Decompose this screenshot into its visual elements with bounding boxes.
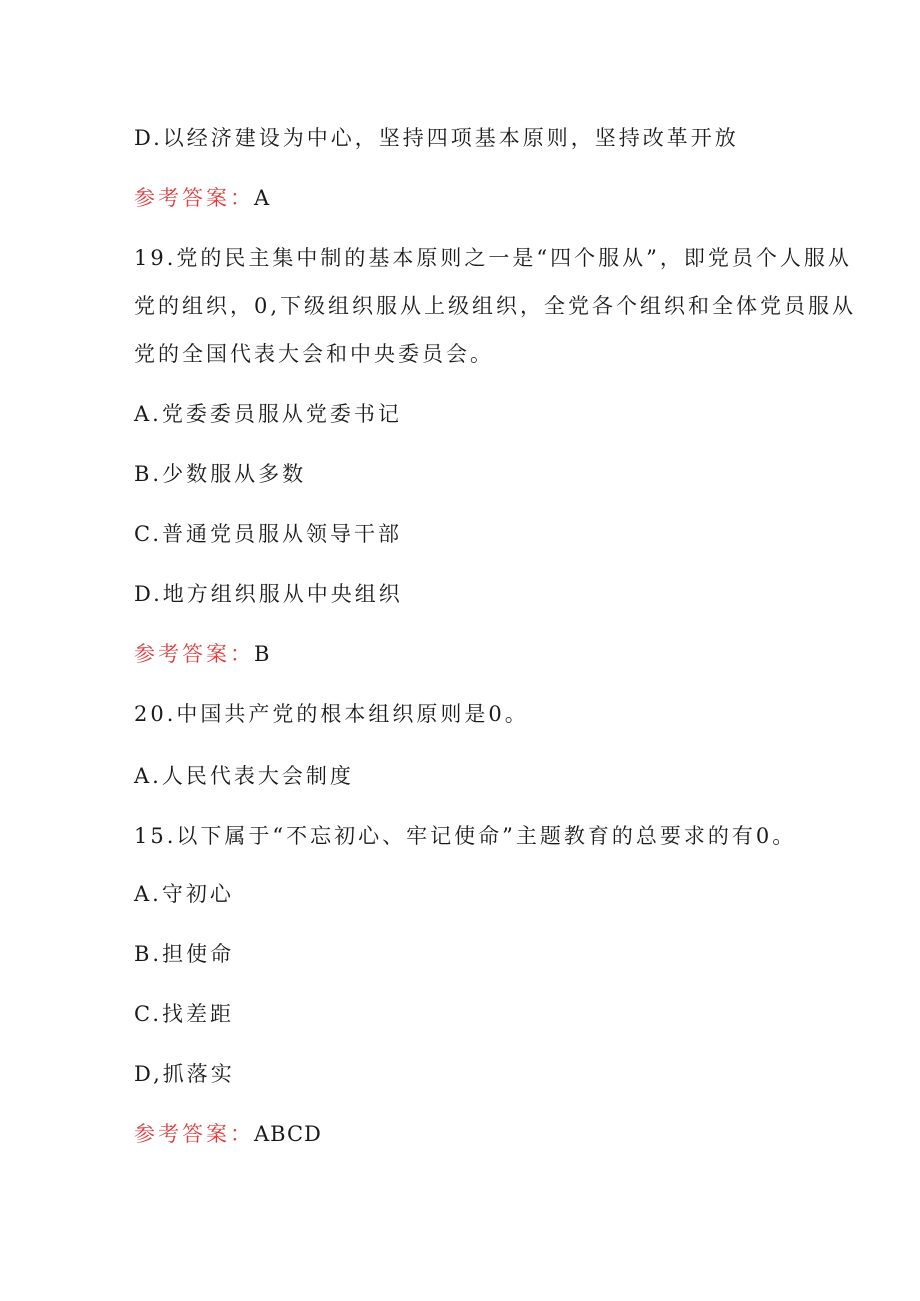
q19-option-d: D.地方组织服从中央组织 — [134, 582, 403, 606]
q19-stem-line-3: 党的全国代表大会和中央委员会。 — [134, 342, 494, 366]
answer-value: ABCD — [254, 1122, 322, 1146]
q19-option-b: B.少数服从多数 — [134, 462, 307, 486]
q20-option-a: A.人民代表大会制度 — [134, 764, 354, 788]
q18-answer — [134, 184, 270, 212]
q15-option-c: C.找差距 — [134, 1002, 234, 1026]
answer-value: B — [254, 642, 271, 666]
q20-stem: 20.中国共产党的根本组织原则是0。 — [134, 702, 529, 726]
q15-option-d: D,抓落实 — [134, 1062, 235, 1086]
answer-label: 参考答案： — [134, 642, 254, 666]
q19-stem-line-2: 党的组织，0,下级组织服从上级组织，全党各个组织和全体党员服从 — [134, 294, 857, 318]
q15-option-b: B.担使命 — [134, 942, 235, 966]
q19-option-c: C.普通党员服从领导干部 — [134, 522, 402, 546]
q19-stem-line-1: 19.党的民主集中制的基本原则之一是“四个服从”，即党员个人服从 — [134, 246, 852, 270]
q15-option-a: A.守初心 — [134, 882, 234, 906]
q15-answer — [134, 1120, 322, 1148]
q19-answer — [134, 640, 270, 668]
q18-option-d: D.以经济建设为中心，坚持四项基本原则，坚持改革开放 — [134, 126, 739, 150]
answer-label: 参考答案： — [134, 186, 254, 210]
q15-stem: 15.以下属于“不忘初心、牢记使命”主题教育的总要求的有0。 — [134, 824, 797, 848]
answer-value: A — [254, 186, 271, 210]
answer-label: 参考答案： — [134, 1122, 254, 1146]
q19-option-a: A.党委委员服从党委书记 — [134, 402, 402, 426]
